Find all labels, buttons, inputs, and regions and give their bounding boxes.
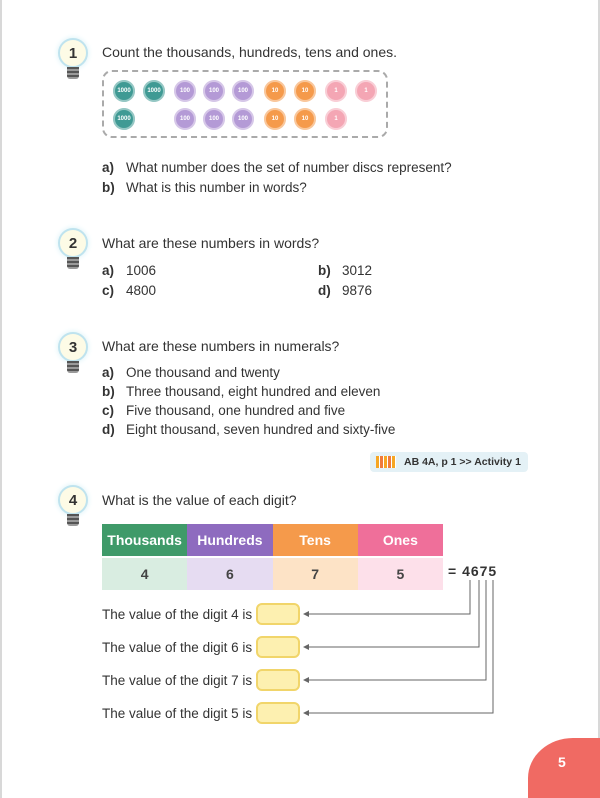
digit-thousands: 4: [102, 558, 187, 590]
digit-tens: 7: [273, 558, 358, 590]
page-number: 5: [558, 754, 566, 770]
question-number: 3: [58, 332, 88, 362]
arrow-digit-4: [304, 580, 470, 614]
header-tens: Tens: [273, 524, 358, 556]
disc-ten: 10: [294, 80, 316, 102]
question-number: 4: [58, 485, 88, 515]
disc-one: 1: [325, 80, 347, 102]
disc-hundred: 100: [232, 80, 254, 102]
disc-hundred: 100: [203, 80, 225, 102]
disc-hundred: 100: [174, 108, 196, 130]
activity-book-tag: AB 4A, p 1 >> Activity 1: [370, 452, 528, 472]
question-1-text: Count the thousands, hundreds, tens and ones.: [102, 44, 397, 60]
question-1b: b) What is this number in words?: [102, 180, 307, 195]
question-number: 1: [58, 38, 88, 68]
question-2c: c) 4800: [102, 283, 157, 298]
question-2d: d) 9876: [318, 283, 373, 298]
disc-hundred: 100: [232, 108, 254, 130]
disc-hundred: 100: [203, 108, 225, 130]
answer-box-5[interactable]: [256, 702, 300, 724]
number-equals: = 4675: [448, 563, 498, 579]
arrow-digit-7: [304, 580, 486, 680]
disc-thousand: 1000: [113, 80, 135, 102]
disc-ten: 10: [294, 108, 316, 130]
header-hundreds: Hundreds: [187, 524, 272, 556]
answer-box-6[interactable]: [256, 636, 300, 658]
question-3a: a) One thousand and twenty: [102, 365, 280, 380]
value-line-5: The value of the digit 5 is: [102, 706, 253, 721]
digit-ones: 5: [358, 558, 443, 590]
question-2b: b) 3012: [318, 263, 373, 278]
value-line-4: The value of the digit 4 is: [102, 607, 253, 622]
digit-hundreds: 6: [187, 558, 272, 590]
question-2a: a) 1006: [102, 263, 157, 278]
value-line-7: The value of the digit 7 is: [102, 673, 253, 688]
disc-hundred: 100: [174, 80, 196, 102]
question-3b: b) Three thousand, eight hundred and eleven: [102, 384, 381, 399]
disc-thousand: 1000: [143, 80, 165, 102]
header-ones: Ones: [358, 524, 443, 556]
question-3c: c) Five thousand, one hundred and five: [102, 403, 346, 418]
disc-one: 1: [355, 80, 377, 102]
question-2-text: What are these numbers in words?: [102, 235, 320, 251]
question-number: 2: [58, 228, 88, 258]
disc-one: 1: [325, 108, 347, 130]
question-3-text: What are these numbers in numerals?: [102, 338, 340, 354]
answer-box-4[interactable]: [256, 603, 300, 625]
header-thousands: Thousands: [102, 524, 187, 556]
answer-box-7[interactable]: [256, 669, 300, 691]
question-4-text: What is the value of each digit?: [102, 492, 297, 508]
question-3d: d) Eight thousand, seven hundred and sixty-five: [102, 422, 396, 437]
disc-thousand: 1000: [113, 108, 135, 130]
disc-ten: 10: [264, 80, 286, 102]
disc-ten: 10: [264, 108, 286, 130]
value-line-6: The value of the digit 6 is: [102, 640, 253, 655]
question-1a: a) What number does the set of number discs represent?: [102, 160, 452, 175]
